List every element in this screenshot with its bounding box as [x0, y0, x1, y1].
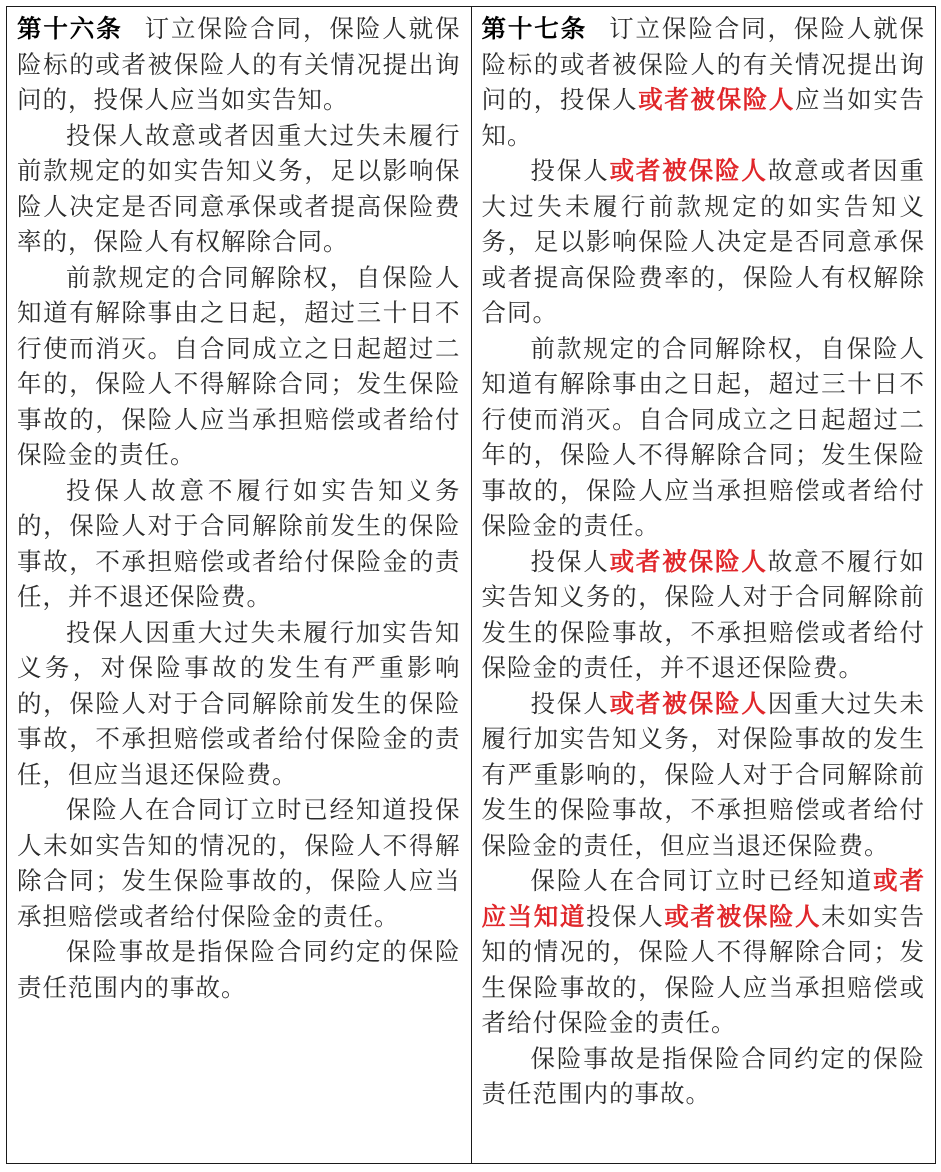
article-paragraph: [17, 118, 461, 260]
article-paragraph: [17, 792, 461, 934]
added-text-highlight: 或者被保险人: [609, 546, 768, 576]
paragraph-text: 订立保险合同，保险人就保险标的或者被保险人的有关情况提出询问的，投保人应当如实告知。: [17, 14, 461, 114]
paragraph-text: 前款规定的合同解除权，自保险人知道有解除事由之日起，超过三十日不行使而消灭。自合同成立之日起超过二年的，保险人不得解除合同；发生保险事故的，保险人应当承担赔偿或者给付保险金的责任。: [17, 262, 461, 469]
comparison-row: [7, 7, 936, 1164]
article-number: 第十六条: [17, 14, 123, 43]
paragraph-text: 保险人在合同订立时已经知道投保人未如实告知的情况的，保险人不得解除合同；发生保险事故的，保险人应当承担赔偿或者给付保险金的责任。: [17, 795, 461, 931]
article-paragraph: [482, 153, 926, 331]
article-number: 第十七条: [481, 14, 588, 43]
added-text-highlight: 或者应当知道: [481, 866, 926, 931]
paragraph-text: 因重大过失未履行加实告知义务，对保险事故的发生有严重影响的，保险人对于合同解除前发生的保险事故，不承担赔偿或者给付保险金的责任，但应当退还保险费。: [481, 688, 926, 860]
added-text-highlight: 或者被保险人: [609, 156, 768, 185]
new-law-column: [471, 7, 936, 1164]
added-text-highlight: 或者被保险人: [609, 688, 768, 718]
article-paragraph: [17, 473, 461, 615]
article-paragraph: [482, 1041, 926, 1112]
paragraph-text: 保险事故是指保险合同约定的保险责任范围内的事故。: [481, 1043, 925, 1108]
paragraph-text: 投保人: [530, 546, 610, 576]
paragraph-text: 故意不履行如实告知义务的，保险人对于合同解除前发生的保险事故，不承担赔偿或者给付保险金的责任，并不退还保险费。: [481, 546, 926, 682]
paragraph-text: 投保人因重大过失未履行加实告知义务，对保险事故的发生有严重影响的，保险人对于合同解除前发生的保险事故，不承担赔偿或者给付保险金的责任，但应当退还保险费。: [17, 617, 461, 789]
paragraph-text: 保险人在合同订立时已经知道: [530, 866, 874, 895]
article-paragraph: [17, 260, 461, 473]
article-paragraph: [482, 331, 926, 544]
paragraph-text: 保险事故是指保险合同约定的保险责任范围内的事故。: [17, 937, 461, 1002]
article-paragraph: [482, 544, 926, 686]
article-paragraph: [17, 934, 461, 1005]
law-comparison-table: [6, 6, 936, 1164]
added-text-highlight: 或者被保险人: [664, 901, 822, 931]
paragraph-text: 投保人: [530, 688, 610, 718]
paragraph-text: 投保人故意或者因重大过失未履行前款规定的如实告知义务，足以影响保险人决定是否同意承保或者提高保险费率的，保险人有权解除合同。: [17, 120, 461, 256]
article-paragraph: [17, 615, 461, 793]
old-law-column: [7, 7, 472, 1164]
paragraph-text: 未如实告知的情况的，保险人不得解除合同；发生保险事故的，保险人应当承担赔偿或者给付保险金的责任。: [481, 901, 925, 1037]
article-paragraph: [482, 863, 926, 1041]
paragraph-text: 投保人: [530, 156, 610, 185]
paragraph-text: 故意或者因重大过失未履行前款规定的如实告知义务，足以影响保险人决定是否同意承保或者提高保险费率的，保险人有权解除合同。: [481, 156, 926, 327]
article-paragraph: [17, 11, 461, 118]
article-paragraph: [482, 686, 926, 864]
paragraph-text: 投保人: [586, 901, 665, 931]
paragraph-text: 投保人故意不履行如实告知义务的，保险人对于合同解除前发生的保险事故，不承担赔偿或者给付保险金的责任，并不退还保险费。: [17, 475, 461, 611]
paragraph-text: 前款规定的合同解除权，自保险人知道有解除事由之日起，超过三十日不行使而消灭。自合同成立之日起超过二年的，保险人不得解除合同；发生保险事故的，保险人应当承担赔偿或者给付保险金的责任。: [481, 333, 925, 540]
article-paragraph: [482, 11, 926, 153]
paragraph-text: 订立保险合同，保险人就保险标的或者被保险人的有关情况提出询问的，投保人: [481, 14, 926, 114]
added-text-highlight: 或者被保险人: [638, 85, 795, 114]
paragraph-text: 应当如实告知。: [481, 85, 925, 150]
